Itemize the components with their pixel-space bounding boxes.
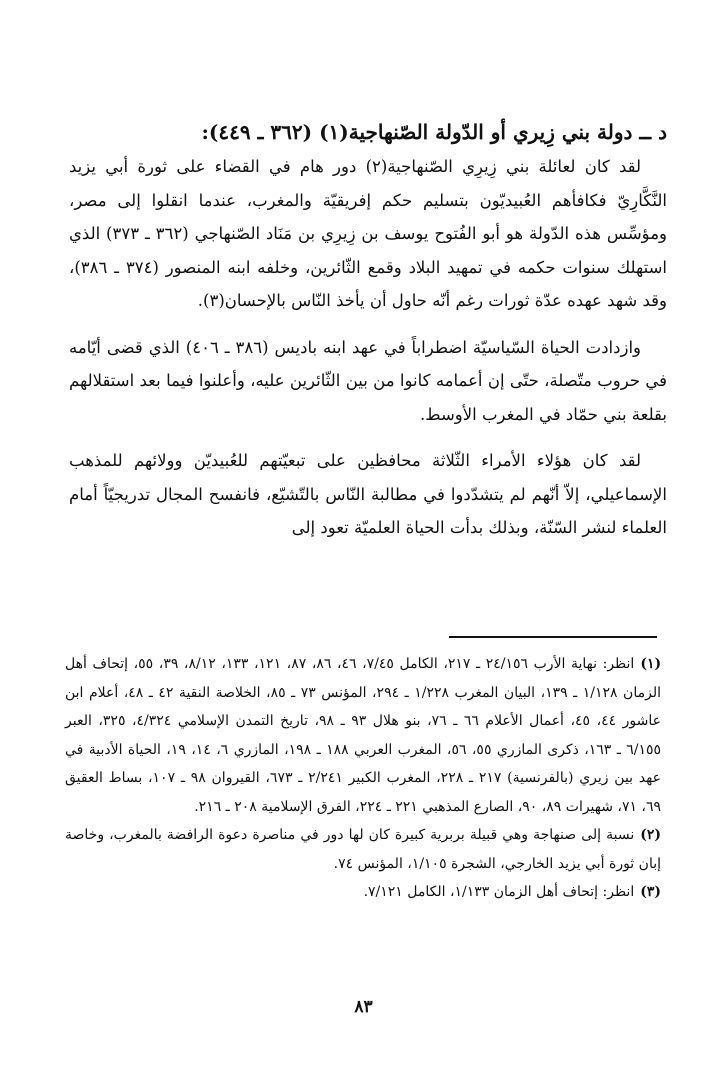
footnote-3-text: انظر: إتحاف أهل الزمان ١/١٣٣، الكامل ٧/١٢١. [363,884,635,900]
footnote-2-number: (٢) [640,827,661,843]
footnote-divider [449,636,657,638]
footnote-1 [65,650,661,821]
paragraph-3: لقد كان هؤلاء الأمراء الثّلاثة محافظين على تبعيّتهم للعُبيديّن وولائهم للمذهب الإسماعيلي، إلاّ أنّهم لم يتشدّدوا في مطالبة النّاس بالتّشيّع، فانفسح المجال تدريجيّاً أمام العلماء لنشر السّنّة، وبذلك بدأت الحياة العلميّة تعود إلى [69,451,667,537]
section-heading: د ــ دولة بني زِيري أو الدّولة الصّنهاجية(١) (٣٦٢ ـ ٤٤٩): [201,120,667,144]
paragraph-2: وازدادت الحياة السّياسيّة اضطراباً في عهد ابنه باديس (٣٨٦ ـ ٤٠٦) الذي قضى أيّامه في حروب متّصلة، حتّى إن أعمامه كانوا من بين الثّائرين عليه، وأعلنوا فيما بعد استقلالهم بقلعة بني حمّاد في المغرب الأوسط. [69,337,667,424]
footnote-3-number: (٣) [640,884,661,900]
body-text [69,150,667,545]
footnote-1-number: (١) [640,656,662,672]
footnote-3 [65,878,661,907]
footnotes [65,650,661,907]
paragraph-1: لقد كان لعائلة بني زِيرِي الصّنهاجية(٢) دور هام في القضاء على ثورة أبي يزيد النَّكَّارِيّ فكافأهم العُبيديّون بتسليم حكم إفريقيّة والمغرب، عندما انقلوا إلى مصر، ومؤسِّس هذه الدّولة هو أبو الفُتوح يوسف بن زِيرِي بن مَنَاد الصّنهاجي (٣٦٢ ـ ٣٧٣) الذي استهلك سنوات حكمه في تمهيد البلاد وقمع الثّائرين، وخلفه ابنه المنصور (٣٧٤ ـ ٣٨٦)، وقد شهد عهده عدّة ثورات رغم أنّه حاول أن يأخذ النّاس بالإحسان(٣). [69,157,668,310]
footnote-1-text: انظر: نهاية الأرب ٢٤/١٥٦ ـ ٢١٧، الكامل ٧/٤٥، ٤٦، ٨٦، ٨٧، ١٢١، ١٣٣، ٨/١٢، ٣٩، ٥٥، إتحاف أهل الزمان ١/١٢٨ ـ ١٣٩، البيان المغرب ١/٢٢٨ ـ ٢٩٤، المؤنس ٧٣ ـ ٨٥، الخلاصة النقية ٤٢ ـ ٤٨، أعلام ابن عاشور ٤٤، ٤٥، أعمال الأعلام ٦٦ ـ ٧٦، بنو هلال ٩٣ ـ ٩٨، تاريخ التمدن الإسلامي ٤/٣٢٤، ٣٢٥، العبر ٦/١٥٥ ـ ١٦٣، ذكرى المازري ٥٥، ٥٦، المغرب العربي ١٨٨ ـ ١٩٨، المازري ٦، ١٤، ١٩، الحياة الأدبية في عهد بين زيري (بالفرنسية) ٢١٧ ـ ٢٢٨، المغرب الكبير ٢/٢٤١ ـ ٦٧٣، القيروان ٩٨ ـ ١٠٧، بساط العقيق ٦٩، ٧١، شهيرات ٨٩، ٩٠، الصارع المذهبي ٢٢١ ـ ٢٢٤، الفرق الإسلامية ٢٠٨ ـ ٢١٦. [65,656,662,815]
footnote-2-text: نسبة إلى صنهاجة وهي قبيلة بربرية كبيرة كان لها دور في مناصرة دعوة الرافضة بالمغرب، وخاصة إبان ثورة أبي يزيد الخارجي، الشجرة ١/١٠٥، المؤنس ٧٤. [65,827,661,872]
footnote-2 [65,821,661,878]
page-number: ٨٣ [354,997,373,1017]
